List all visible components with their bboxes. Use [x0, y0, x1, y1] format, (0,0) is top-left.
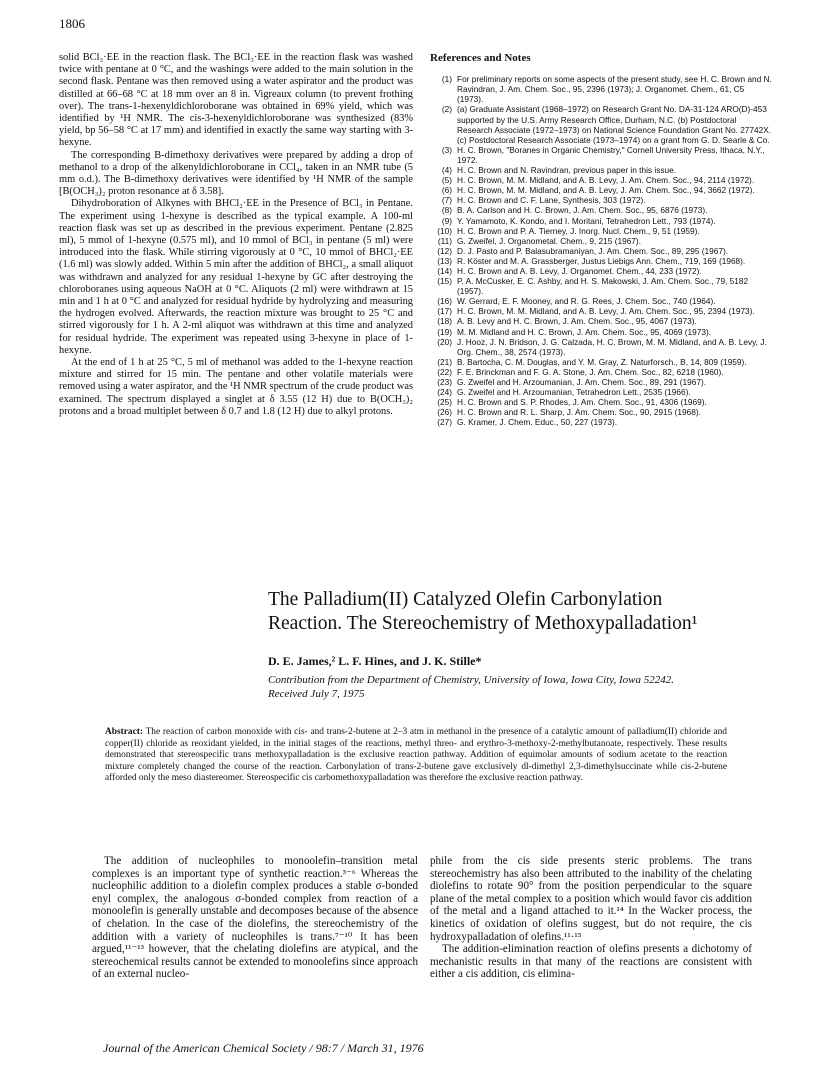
- experimental-column: [59, 52, 413, 418]
- reference-item: [430, 417, 772, 427]
- reference-item: [430, 327, 772, 337]
- reference-item: [430, 195, 772, 205]
- body-column-left: [92, 855, 418, 981]
- reference-number: (7): [441, 195, 452, 206]
- reference-item: [430, 387, 772, 397]
- reference-number: (14): [437, 265, 452, 276]
- reference-number: (13): [437, 255, 452, 266]
- reference-number: (23): [437, 377, 452, 388]
- reference-text: G. Kramer, J. Chem. Educ., 50, 227 (1973).: [457, 417, 618, 428]
- abstract-label: Abstract:: [105, 727, 144, 737]
- references-heading: References and Notes: [430, 52, 531, 64]
- reference-number: (3): [441, 144, 452, 155]
- reference-item: [430, 316, 772, 326]
- reference-text: M. M. Midland and H. C. Brown, J. Am. Chem. Soc., 95, 4069 (1973).: [457, 326, 712, 337]
- body-column-right: [430, 855, 752, 981]
- title-line-1: The Palladium(II) Catalyzed Olefin Carbonylation: [268, 589, 663, 610]
- received-date: Received July 7, 1975: [268, 688, 365, 700]
- reference-number: (25): [437, 397, 452, 408]
- reference-item: [430, 276, 772, 296]
- reference-number: (27): [437, 417, 452, 428]
- reference-text: J. Hooz, J. N. Bridson, J. G. Calzada, H. C. Brown, M. M. Midland, and A. B. Levy, J. Org. Chem., 38, 2574 (1973).: [457, 336, 767, 357]
- reference-number: (20): [437, 336, 452, 347]
- reference-number: (10): [437, 225, 452, 236]
- reference-text: G. Zweifel and H. Arzoumanian, J. Am. Chem. Soc., 89, 291 (1967).: [457, 377, 707, 388]
- reference-text: H. C. Brown and N. Ravindran, previous paper in this issue.: [457, 165, 677, 176]
- reference-list: [430, 74, 772, 427]
- reference-text: B. A. Carlson and H. C. Brown, J. Am. Chem. Soc., 95, 6876 (1973).: [457, 205, 708, 216]
- title-line-2: Reaction. The Stereochemistry of Methoxypalladation¹: [268, 613, 698, 634]
- reference-number: (17): [437, 306, 452, 317]
- reference-number: (11): [437, 235, 452, 246]
- reference-number: (1): [441, 74, 452, 85]
- authors: D. E. James,² L. F. Hines, and J. K. Stille*: [268, 654, 482, 668]
- reference-text: P. A. McCusker, E. C. Ashby, and H. S. Makowski, J. Am. Chem. Soc., 79, 5182 (1957).: [457, 276, 749, 297]
- reference-item: [430, 74, 772, 104]
- paragraph: phile from the cis side presents steric problems. The trans stereochemistry has also been attributed to the inability of the chelating diolefins to rotate 90° from the position perpendicular to the square plane of the metal complex to a position which would favor cis addition of the metal and a ligand attached to it.¹⁴ In the Wacker process, the kinetics of oxidation of olefins suggest, but do not require, the cis hydroxypalladation of olefins.¹¹·¹⁵: [430, 855, 752, 943]
- paragraph: The corresponding B-dimethoxy derivatives were prepared by adding a drop of methanol to a drop of the alkenyldichloroborane in CCl₄, taken in an NMR tube (5 mm o.d.). The B-dimethoxy derivatives were identified by ¹H NMR of the sample [B(OCH₃)₂ proton resonance at δ 3.58].: [59, 149, 413, 198]
- reference-item: [430, 236, 772, 246]
- reference-item: [430, 145, 772, 165]
- reference-text: H. C. Brown and A. B. Levy, J. Organomet. Chem., 44, 233 (1972).: [457, 265, 702, 276]
- reference-number: (9): [441, 215, 452, 226]
- reference-text: G. Zweifel and H. Arzoumanian, Tetrahedron Lett., 2535 (1966).: [457, 387, 691, 398]
- reference-text: H. C. Brown, M. M. Midland, and A. B. Levy, J. Am. Chem. Soc., 95, 2394 (1973).: [457, 306, 755, 317]
- reference-number: (2): [441, 104, 452, 115]
- reference-number: (12): [437, 245, 452, 256]
- reference-text: G. Zweifel, J. Organometal. Chem., 9, 215 (1967).: [457, 235, 641, 246]
- reference-number: (5): [441, 175, 452, 186]
- reference-item: [430, 185, 772, 195]
- reference-number: (24): [437, 387, 452, 398]
- reference-item: [430, 397, 772, 407]
- affiliation-line: Contribution from the Department of Chemistry, University of Iowa, Iowa City, Iowa 52242.: [268, 674, 674, 686]
- reference-number: (15): [437, 276, 452, 287]
- reference-item: [430, 306, 772, 316]
- paragraph: The addition-elimination reaction of olefins presents a dichotomy of mechanistic results in that many of the reactions are consistent with either a cis addition, cis elimina-: [430, 943, 752, 981]
- reference-number: (6): [441, 185, 452, 196]
- affiliation: [268, 673, 788, 701]
- reference-item: [430, 367, 772, 377]
- reference-item: [430, 205, 772, 215]
- article-title: [268, 588, 788, 636]
- paragraph: solid BCl₃·EE in the reaction flask. The BCl₃·EE in the reaction flask was washed twice with pentane at 0 °C, and the washings were added to the main solution in the second flask. Pentane was then removed using a water aspirator and the product was distilled at 66–68 °C at 18 mm over an 8 in. Vigreaux column (to prevent frothing over). The trans-1-hexenyldichloroborane was obtained in 69% yield, which was identified by ¹H NMR. The cis-3-hexenyldichloroborane was synthesized (83% yield, bp 56–58 °C at 17 mm) and identified in exactly the same way starting with 3-hexyne.: [59, 52, 413, 149]
- page-number: 1806: [59, 16, 85, 31]
- reference-item: [430, 407, 772, 417]
- reference-text: For preliminary reports on some aspects of the present study, see H. C. Brown and N. Ravindran, J. Am. Chem. Soc., 95, 2396 (1973); J. Organomet. Chem., 61, C5 (1973).: [457, 74, 772, 105]
- reference-item: [430, 296, 772, 306]
- abstract-text: The reaction of carbon monoxide with cis- and trans-2-butene at 2–3 atm in methanol in the presence of a catalytic amount of palladium(II) chloride and copper(II) chloride as reoxidant yielded, in the initial stages of the reactions, methyl threo- and erythro-3-methoxy-2-methylbutanoate, respectively. These results demonstrated that stereospecific trans methoxypalladation is the exclusive reaction pathway. Addition of equimolar amounts of sodium acetate to the reaction mixture completely changed the course of the reaction. Carbonylation of trans-2-butene gave exclusively dl-dimethyl 2,3-dimethylsuccinate while cis-2-butene afforded only the meso diastereomer. Stereospecific cis carbomethoxypalladation was therefore the exclusive reaction pathway.: [105, 727, 727, 784]
- reference-text: R. Köster and M. A. Grassberger, Justus Liebigs Ann. Chem., 719, 169 (1968).: [457, 255, 746, 266]
- journal-footer: Journal of the American Chemical Society / 98:7 / March 31, 1976: [103, 1041, 424, 1055]
- reference-text: B. Bartocha, C. M. Douglas, and Y. M. Gray, Z. Naturforsch., B, 14, 809 (1959).: [457, 356, 747, 367]
- reference-number: (26): [437, 407, 452, 418]
- abstract: [105, 727, 727, 785]
- reference-number: (21): [437, 356, 452, 367]
- reference-text: Y. Yamamoto, K. Kondo, and I. Moritani, Tetrahedron Lett., 793 (1974).: [457, 215, 716, 226]
- article-header: [268, 588, 788, 701]
- reference-number: (8): [441, 205, 452, 216]
- reference-number: (22): [437, 366, 452, 377]
- references-column: [430, 52, 772, 427]
- reference-item: [430, 377, 772, 387]
- reference-item: [430, 175, 772, 185]
- reference-text: F. E. Brinckman and F. G. A. Stone, J. Am. Chem. Soc., 82, 6218 (1960).: [457, 366, 724, 377]
- reference-item: [430, 256, 772, 266]
- reference-text: H. C. Brown, "Boranes in Organic Chemistry," Cornell University Press, Ithaca, N.Y., 1972.: [457, 144, 765, 165]
- reference-number: (4): [441, 165, 452, 176]
- reference-item: [430, 226, 772, 236]
- reference-item: [430, 266, 772, 276]
- reference-item: [430, 357, 772, 367]
- reference-item: [430, 246, 772, 256]
- paragraph: At the end of 1 h at 25 °C, 5 ml of methanol was added to the 1-hexyne reaction mixture and stirred for 15 min. The pentane and other volatile materials were removed using a water aspirator, and the ¹H NMR spectrum of the crude product was examined. The spectrum displayed a singlet at δ 3.55 (12 H) due to B(OCH₃)₂ protons and a broad multiplet between δ 0.7 and 1.8 (12 H) due to alkyl protons.: [59, 357, 413, 417]
- reference-item: [430, 216, 772, 226]
- reference-text: H. C. Brown and R. L. Sharp, J. Am. Chem. Soc., 90, 2915 (1968).: [457, 407, 701, 418]
- reference-number: (16): [437, 296, 452, 307]
- reference-text: H. C. Brown, M. M. Midland, and A. B. Levy, J. Am. Chem. Soc., 94, 2114 (1972).: [457, 175, 755, 186]
- reference-text: A. B. Levy and H. C. Brown, J. Am. Chem. Soc., 95, 4067 (1973).: [457, 316, 697, 327]
- reference-number: (19): [437, 326, 452, 337]
- reference-text: H. C. Brown, M. M. Midland, and A. B. Levy, J. Am. Chem. Soc., 94, 3662 (1972).: [457, 185, 755, 196]
- reference-text: D. J. Pasto and P. Balasubramaniyan, J. Am. Chem. Soc., 89, 295 (1967).: [457, 245, 729, 256]
- reference-text: (a) Graduate Assistant (1968–1972) on Research Grant No. DA-31-124 ARO(D)-453 supported by the U.S. Army Research Office, Durham, N.C. (b) Postdoctoral Research Associate (1972–1973) on National Science Foundation Grant No. 27742X. (c) Postdoctoral Research Associate (1973–1974) on a grant from G. D. Searle & Co.: [457, 104, 772, 145]
- paragraph: The addition of nucleophiles to monoolefin–transition metal complexes is an important type of synthetic reaction.³⁻⁶ Whereas the nucleophilic addition to a diolefin complex produces a stable σ-bonded enyl complex, the analogous σ-bonded complex from reaction of a monoolefin is generally unstable and decomposes because of the absence of chelation. In the case of the diolefins, the stereochemistry of the addition with a variety of nucleophiles is trans.⁷⁻¹⁰ It has been argued,¹¹⁻¹³ however, that the chelating diolefins are atypical, and the stereochemical results cannot be extended to monoolefins since approach of an external nucleo-: [92, 855, 418, 981]
- reference-item: [430, 337, 772, 357]
- reference-item: [430, 104, 772, 144]
- reference-text: H. C. Brown and C. F. Lane, Synthesis, 303 (1972).: [457, 195, 646, 206]
- reference-text: H. C. Brown and S. P. Rhodes, J. Am. Chem. Soc., 91, 4306 (1969).: [457, 397, 707, 408]
- reference-text: W. Gerrard, E. F. Mooney, and R. G. Rees, J. Chem. Soc., 740 (1964).: [457, 296, 716, 307]
- paragraph: Dihydroboration of Alkynes with BHCl₂·EE in the Presence of BCl₃ in Pentane. The experiment using 1-hexyne is described as the typical example. A 100-ml reaction flask was set up as described in the previous experiment. Pentane (2.825 ml), 5 mmol of 1-hexyne (0.575 ml), and 10 mmol of BCl₃ in pentane (5 ml) were introduced into the flask. While stirring vigorously at 0 °C, 10 mmol of BHCl₂·EE (1.6 ml) was slowly added. Within 5 min after the addition of BHCl₂, a small aliquot was withdrawn and analyzed for any residual 1-hexyne by GC after destroying the chloroboranes using aqueous NaOH at 0 °C. Aliquots (2 ml) were withdrawn at 15 min and 1 h at 0 °C and analyzed for residual hydride by hydrolyzing and measuring the hydrogen evolved. Afterwards, the reaction mixture was brought to 25 °C and stirred vigorously for 1 h. A 2-ml aliquot was withdrawn at this time and analyzed for residual hydride. The experiment was repeated using 3-hexyne in place of 1-hexyne.: [59, 198, 413, 356]
- reference-item: [430, 165, 772, 175]
- reference-text: H. C. Brown and P. A. Tierney, J. Inorg. Nucl. Chem., 9, 51 (1959).: [457, 225, 700, 236]
- reference-number: (18): [437, 316, 452, 327]
